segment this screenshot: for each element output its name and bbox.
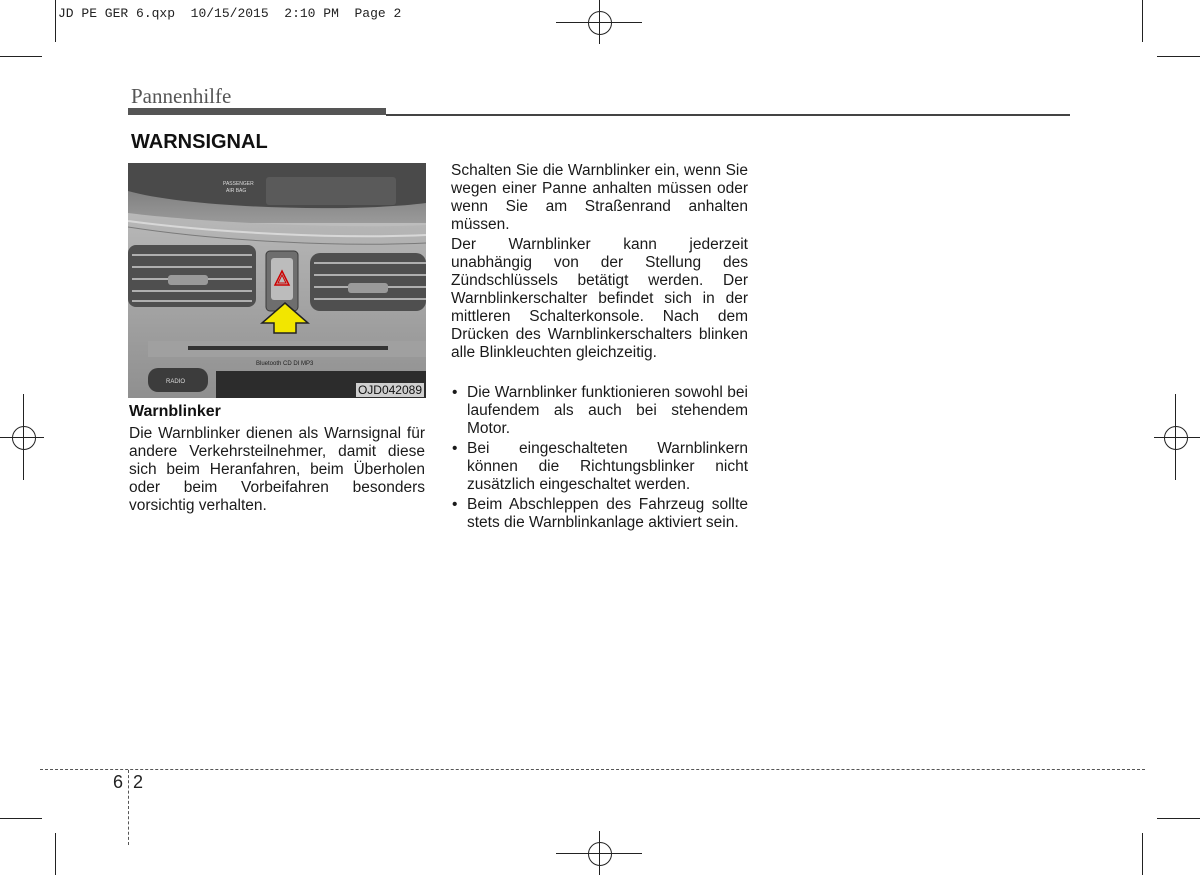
right-paragraph-1: Schalten Sie die Warnblinker ein, wenn Sie wegen einer Panne anhalten müssen oder wenn Sie am Straßenrand anhalten müssen. <box>451 162 748 233</box>
airbag-label: PASSENGER <box>223 181 254 187</box>
slug-file: JD PE GER 6.qxp <box>58 6 176 21</box>
figure-code: OJD042089 <box>357 383 422 397</box>
list-item <box>451 496 748 532</box>
svg-text:Bluetooth CD DI MP3: Bluetooth CD DI MP3 <box>256 361 314 367</box>
crop-mark <box>55 0 56 42</box>
page-number: 2 <box>133 772 144 792</box>
svg-text:AIR BAG: AIR BAG <box>226 188 247 194</box>
header-rule-thin <box>386 114 1070 116</box>
footer-rule <box>40 769 1145 770</box>
slug-time: 2:10 PM <box>284 6 339 21</box>
bullet-text: Die Warnblinker funktionieren sowohl bei laufendem als auch bei stehendem Motor. <box>467 384 748 437</box>
bullet-dot-icon: • <box>452 496 458 513</box>
left-column <box>129 425 425 515</box>
dashboard-illustration <box>128 163 426 398</box>
crop-mark <box>0 56 42 57</box>
header-rule-thick <box>128 108 386 115</box>
right-column <box>451 162 748 362</box>
crop-mark <box>1157 818 1200 819</box>
bullet-dot-icon: • <box>452 440 458 457</box>
bullet-dot-icon: • <box>452 384 458 401</box>
running-header: Pannenhilfe <box>131 84 232 108</box>
slug-date: 10/15/2015 <box>190 6 269 21</box>
subheading-warnblinker: Warnblinker <box>129 403 221 420</box>
list-item <box>451 384 748 438</box>
footer-divider <box>128 770 129 845</box>
dashboard-figure <box>128 163 426 398</box>
crop-mark <box>0 818 42 819</box>
radio-label: RADIO <box>166 379 186 385</box>
bullet-text: Bei eingeschalteten Warnblinkern können die Richtungsblinker nicht zusätzlich eingeschaltet werden. <box>467 440 748 493</box>
right-paragraph-2: Der Warnblinker kann jederzeit unabhängig von der Stellung des Zündschlüssels betätigt werden. Der Warnblinkerschalter befindet sich in der mittleren Schalterkonsole. Nach dem Drücken des Warnblinkerschalters blinken alle Blinkleuchten gleichzeitig. <box>451 236 748 361</box>
bullet-list <box>451 384 748 534</box>
list-item <box>451 440 748 494</box>
crop-mark <box>1157 56 1200 57</box>
section-title: WARNSIGNAL <box>131 131 268 153</box>
crop-mark <box>55 833 56 875</box>
slug-page: Page 2 <box>354 6 402 21</box>
crop-mark <box>1142 0 1143 42</box>
bullet-text: Beim Abschleppen des Fahrzeug sollte stets die Warnblinkanlage aktiviert sein. <box>467 496 748 531</box>
crop-mark <box>1142 833 1143 875</box>
page-chapter: 6 <box>113 772 124 792</box>
left-paragraph: Die Warnblinker dienen als Warnsignal für andere Verkehrsteilnehmer, damit diese sich beim Heranfahren, beim Überholen oder beim Vorbeifahren besonders vorsichtig verhalten. <box>129 425 425 514</box>
printer-slug <box>58 6 401 21</box>
